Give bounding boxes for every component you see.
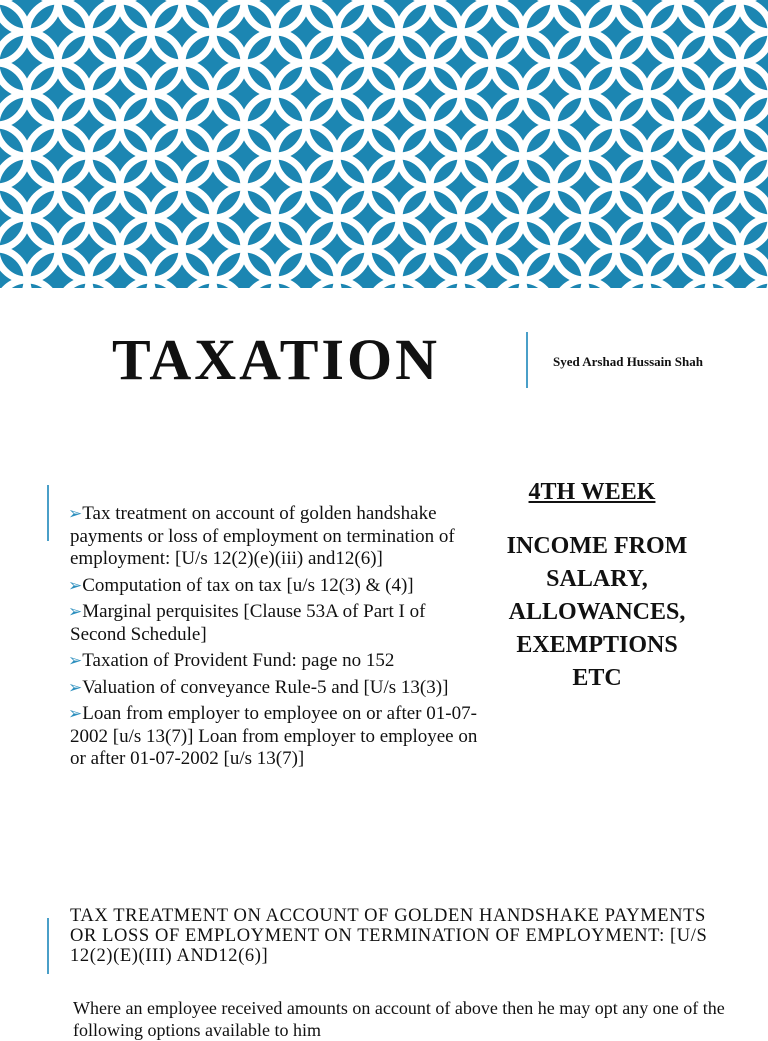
arrow-bullet-icon: ➢ — [68, 704, 83, 723]
author-name: Syed Arshad Hussain Shah — [553, 354, 703, 369]
arrow-bullet-icon: ➢ — [68, 677, 83, 697]
section-heading: TAX TREATMENT ON ACCOUNT OF GOLDEN HANDSHAKE PAYMENTS OR LOSS OF EMPLOYMENT ON TERMINATION OF EMPLOYMENT: [U/S 12(2)(E)(III) AND12(6)] — [70, 906, 708, 966]
title-divider — [526, 332, 528, 388]
arrow-bullet-icon: ➢ — [68, 651, 83, 670]
bullets-accent-line — [47, 485, 49, 541]
decorative-banner — [0, 0, 768, 288]
circle-pattern-graphic — [0, 0, 768, 288]
section-body-text: Where an employee received amounts on account of above then he may opt any one of the following options available to him — [73, 998, 725, 1040]
arrow-bullet-icon: ➢ — [68, 602, 83, 621]
section-accent-line — [47, 918, 49, 974]
arrow-bullet-icon: ➢ — [68, 504, 83, 523]
week-heading: 4TH WEEK — [528, 479, 656, 505]
list-item: ➢Loan from employer to employee on or after 01-07-2002 [u/s 13(7)] Loan from employer to employee on or after 01-07-2002 [u/s 13(7)] — [68, 703, 478, 769]
slide-subtitle: INCOME FROM SALARY, ALLOWANCES, EXEMPTIONS ETC — [506, 533, 688, 691]
list-item: ➢Computation of tax on tax [u/s 12(3) & (4)] — [68, 574, 414, 596]
topic-bullet-list — [62, 503, 482, 775]
list-item: ➢Taxation of Provident Fund: page no 152 — [68, 650, 395, 671]
list-item: ➢Marginal perquisites [Clause 53A of Part I of Second Schedule] — [68, 601, 426, 645]
presentation-title: TAXATION — [112, 327, 440, 392]
list-item: ➢Tax treatment on account of golden handshake payments or loss of employment on termination of employment: [U/s 12(2)(e)(iii) and12(6)] — [68, 503, 455, 569]
list-item: ➢Valuation of conveyance Rule-5 and [U/s 13(3)] — [68, 676, 449, 698]
arrow-bullet-icon: ➢ — [68, 575, 83, 595]
